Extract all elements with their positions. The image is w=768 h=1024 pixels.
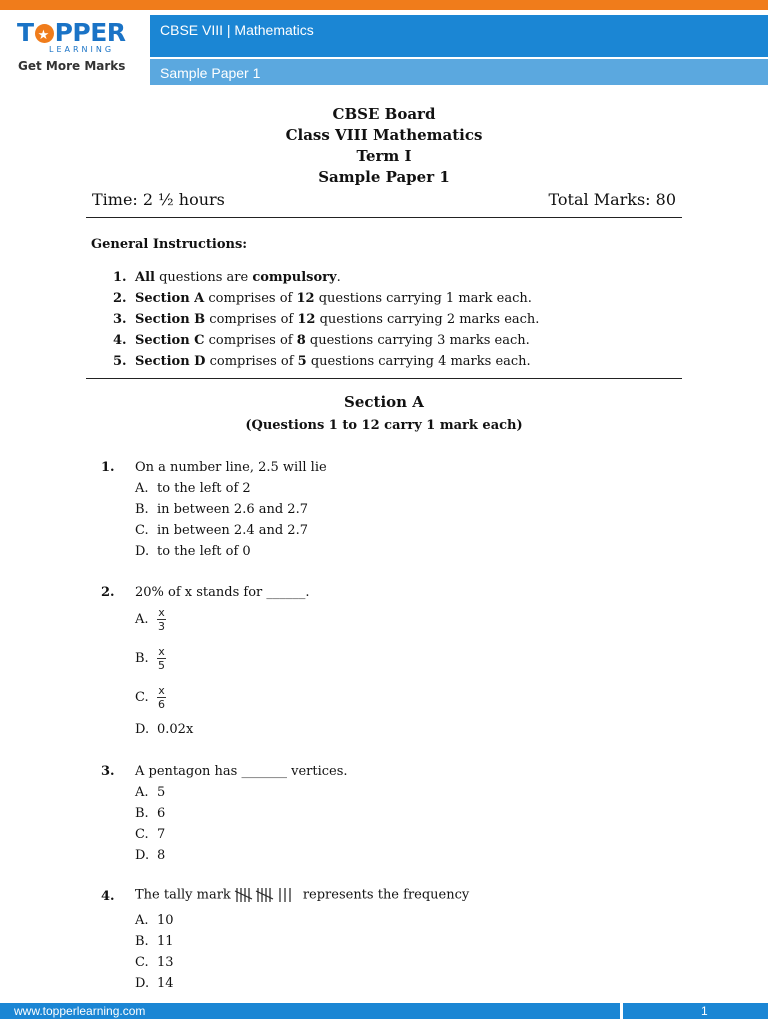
divider: [86, 217, 682, 218]
footer-url-link[interactable]: www.topperlearning.com: [14, 1004, 146, 1018]
option: B. in between 2.6 and 2.7: [135, 502, 308, 517]
question-number: 3.: [101, 764, 115, 779]
instruction-item: 1. All questions are compulsory.: [113, 270, 341, 285]
option: B. $\frac{x}{5}$: [135, 645, 165, 672]
option: D. 14: [135, 976, 174, 991]
fraction: $\frac{x}{3}$: [158, 606, 165, 633]
subject-title: CBSE VIII | Mathematics: [160, 22, 314, 38]
option: B. 11: [135, 934, 174, 949]
divider: [86, 378, 682, 379]
title-paper: Sample Paper 1: [318, 168, 450, 186]
fraction: $\frac{x}{6}$: [158, 684, 165, 711]
option: C. in between 2.4 and 2.7: [135, 523, 308, 538]
footer-page-bar: [623, 1003, 768, 1019]
instruction-item: 3. Section B comprises of 12 questions carrying 2 marks each.: [113, 312, 540, 327]
logo-sub: LEARNING: [49, 45, 115, 54]
question-text: A pentagon has _______ vertices.: [135, 764, 348, 779]
title-board: CBSE Board: [332, 105, 436, 123]
title-class: Class VIII Mathematics: [285, 126, 483, 144]
question-number: 4.: [101, 889, 115, 904]
subject-header: [150, 15, 768, 57]
page-number: 1: [701, 1004, 708, 1018]
logo-brand: T★ PPER: [17, 18, 126, 48]
paper-title: Sample Paper 1: [160, 65, 261, 81]
instruction-item: 5. Section D comprises of 5 questions carrying 4 marks each.: [113, 354, 531, 369]
option: B. 6: [135, 806, 166, 821]
time-allowed: Time: 2 ½ hours: [92, 190, 225, 209]
option: A. 5: [135, 785, 166, 800]
footer: [0, 1003, 768, 1019]
instruction-item: 2. Section A comprises of 12 questions carrying 1 mark each.: [113, 291, 532, 306]
document-titles: [0, 104, 768, 188]
option: D. to the left of 0: [135, 544, 251, 559]
paper-header: [150, 59, 768, 85]
option: A. 10: [135, 913, 174, 928]
total-marks: Total Marks: 80: [548, 190, 676, 209]
option: A. to the left of 2: [135, 481, 251, 496]
top-accent-bar: [0, 0, 768, 10]
option: D. 8: [135, 848, 166, 863]
option: D. 0.02x: [135, 722, 194, 737]
topper-logo[interactable]: [17, 18, 127, 76]
logo-tagline: Get More Marks: [18, 59, 126, 73]
instructions-heading: General Instructions:: [91, 237, 248, 252]
title-term: Term I: [356, 147, 412, 165]
section-subtitle: (Questions 1 to 12 carry 1 mark each): [245, 418, 523, 433]
option: A. $\frac{x}{3}$: [135, 606, 165, 633]
tally-mark-icon: [234, 886, 300, 904]
question-text: 20% of x stands for ______.: [135, 585, 310, 600]
question-text: On a number line, 2.5 will lie: [135, 460, 327, 475]
section-title: Section A: [344, 393, 424, 411]
question-number: 1.: [101, 460, 115, 475]
option: C. 13: [135, 955, 174, 970]
option: C. $\frac{x}{6}$: [135, 684, 165, 711]
option: C. 7: [135, 827, 166, 842]
question-number: 2.: [101, 585, 115, 600]
footer-url-bar: [0, 1003, 620, 1019]
question-text: The tally mark represents the frequency: [135, 887, 470, 903]
instruction-item: 4. Section C comprises of 8 questions carrying 3 marks each.: [113, 333, 530, 348]
fraction: $\frac{x}{5}$: [158, 645, 165, 672]
star-icon: [35, 24, 54, 43]
